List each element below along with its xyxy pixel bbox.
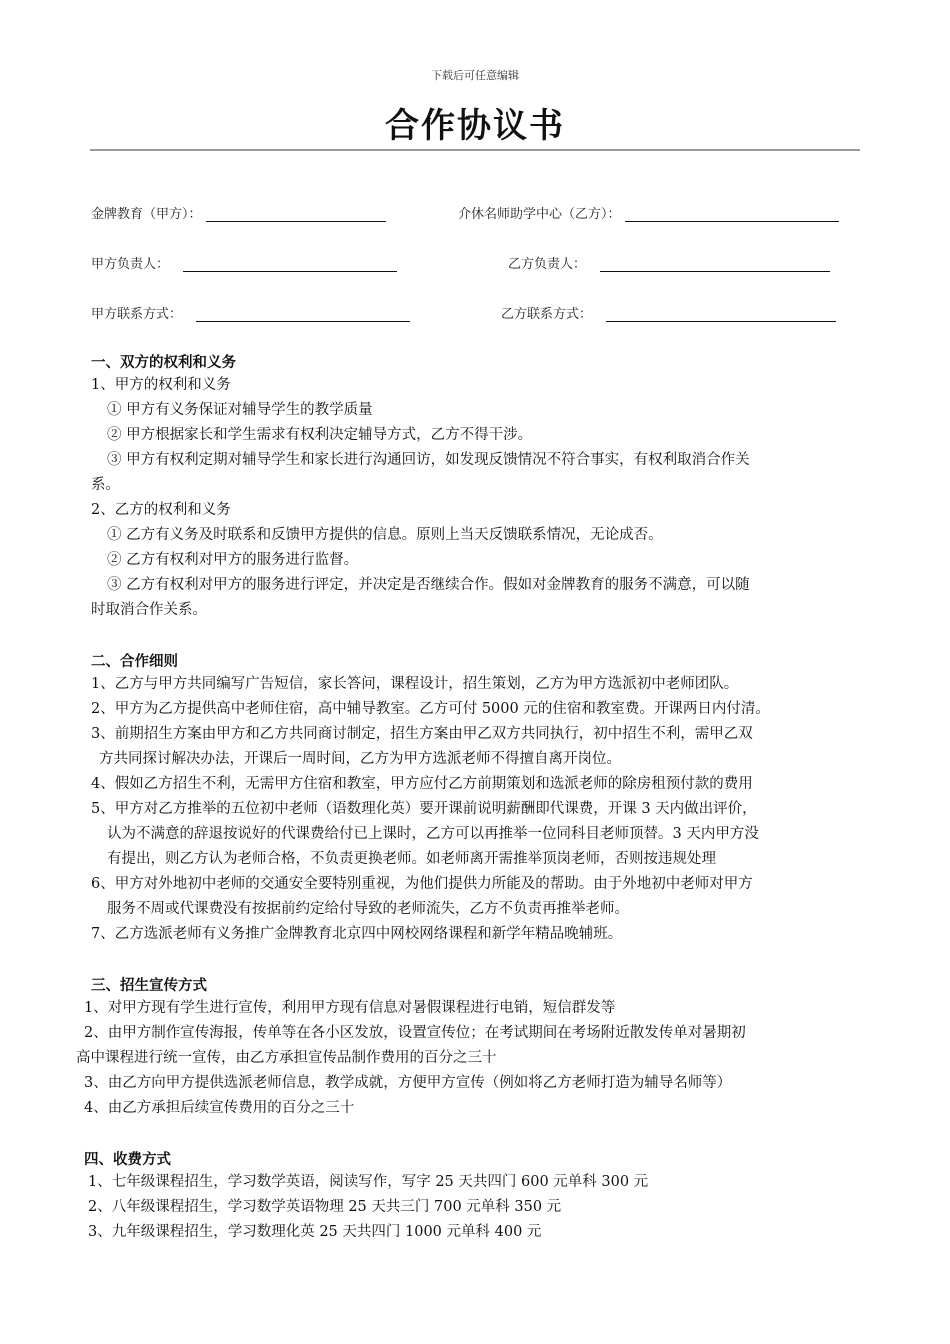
list-item: 6、甲方对外地初中老师的交通安全要特别重视，为他们提供力所能及的帮助。由于外地初中老师对甲方 xyxy=(91,876,753,892)
section-3-title: 三、招生宣传方式 xyxy=(91,977,207,994)
list-item: 2、由甲方制作宣传海报，传单等在各小区发放，设置宣传位；在考试期间在考场附近散发传单对暑期初 xyxy=(84,1025,746,1041)
list-item: 3、九年级课程招生，学习数理化英 25 天共四门 1000 元单科 400 元 xyxy=(88,1224,542,1240)
party-a-contact-label: 甲方联系方式： xyxy=(91,307,183,322)
list-item-continuation: 有提出，则乙方认为老师合格，不负责更换老师。如老师离开需推举顶岗老师，否则按违规处理 xyxy=(107,851,716,867)
section-1-subheading-b: 2、乙方的权利和义务 xyxy=(91,502,231,518)
party-a-name-label: 金牌教育（甲方）： xyxy=(91,207,202,222)
section-1-subheading-a: 1、甲方的权利和义务 xyxy=(91,377,231,393)
section-1-title: 一、双方的权利和义务 xyxy=(91,354,236,371)
list-item: ③ 甲方有权利定期对辅导学生和家长进行沟通回访，如发现反馈情况不符合事实，有权利取消合作关 xyxy=(107,452,750,468)
list-item: 4、由乙方承担后续宣传费用的百分之三十 xyxy=(84,1100,355,1116)
list-item: 3、前期招生方案由甲方和乙方共同商讨制定，招生方案由甲乙双方共同执行，初中招生不利，需甲乙双 xyxy=(91,726,753,742)
party-a-name-field xyxy=(91,203,386,222)
section-2-title: 二、合作细则 xyxy=(91,653,178,670)
list-item-continuation: 时取消合作关系。 xyxy=(91,602,207,618)
list-item: ② 乙方有权利对甲方的服务进行监督。 xyxy=(107,552,359,568)
list-item: 5、甲方对乙方推举的五位初中老师（语数理化英）要开课前说明薪酬即代课费，开课 3 天内做出评价， xyxy=(91,801,757,817)
party-b-lead-field xyxy=(508,253,830,272)
list-item-continuation: 方共同探讨解决办法，开课后一周时间，乙方为甲方选派老师不得擅自离开岗位。 xyxy=(99,751,621,767)
list-item: 1、七年级课程招生，学习数学英语，阅读写作，写字 25 天共四门 600 元单科 300 元 xyxy=(88,1174,649,1190)
party-b-name-blank xyxy=(625,207,839,222)
section-4-title: 四、收费方式 xyxy=(84,1151,171,1168)
list-item: 1、乙方与甲方共同编写广告短信，家长答问，课程设计，招生策划，乙方为甲方选派初中老师团队。 xyxy=(91,676,739,692)
party-b-contact-blank xyxy=(606,307,836,322)
list-item-continuation: 高中课程进行统一宣传，由乙方承担宣传品制作费用的百分之三十 xyxy=(76,1050,497,1066)
document-title: 合作协议书 xyxy=(385,106,565,146)
party-b-lead-blank xyxy=(600,257,830,272)
party-b-contact-field xyxy=(501,303,836,322)
party-a-lead-blank xyxy=(183,257,397,272)
header-note: 下载后可任意编辑 xyxy=(431,69,519,82)
party-a-contact-field xyxy=(91,303,410,322)
party-a-lead-label: 甲方负责人： xyxy=(91,257,170,272)
party-a-lead-field xyxy=(91,253,397,272)
title-divider xyxy=(90,149,860,151)
list-item: 2、甲方为乙方提供高中老师住宿，高中辅导教室。乙方可付 5000 元的住宿和教室费。开课两日内付清。 xyxy=(91,701,770,717)
party-b-name-field xyxy=(458,203,839,222)
list-item-continuation: 认为不满意的辞退按说好的代课费给付已上课时，乙方可以再推举一位同科目老师顶替。3 天内甲方没 xyxy=(107,826,759,842)
list-item: 1、对甲方现有学生进行宣传，利用甲方现有信息对暑假课程进行电销，短信群发等 xyxy=(84,1000,616,1016)
list-item: ① 甲方有义务保证对辅导学生的教学质量 xyxy=(107,402,373,418)
list-item: 3、由乙方向甲方提供选派老师信息，教学成就，方便甲方宣传（例如将乙方老师打造为辅导名师等） xyxy=(84,1075,732,1091)
list-item-continuation: 服务不周或代课费没有按据前约定给付导致的老师流失，乙方不负责再推举老师。 xyxy=(107,901,629,917)
list-item: 2、八年级课程招生，学习数学英语物理 25 天共三门 700 元单科 350 元 xyxy=(88,1199,562,1215)
list-item: 7、乙方选派老师有义务推广金牌教育北京四中网校网络课程和新学年精品晚辅班。 xyxy=(91,926,623,942)
list-item: ③ 乙方有权利对甲方的服务进行评定，并决定是否继续合作。假如对金牌教育的服务不满意，可以随 xyxy=(107,577,750,593)
list-item: 4、假如乙方招生不利，无需甲方住宿和教室，甲方应付乙方前期策划和选派老师的除房租预付款的费用 xyxy=(91,776,753,792)
list-item-continuation: 系。 xyxy=(91,477,120,493)
party-b-lead-label: 乙方负责人： xyxy=(508,257,587,272)
party-b-contact-label: 乙方联系方式： xyxy=(501,307,593,322)
list-item: ② 甲方根据家长和学生需求有权利决定辅导方式，乙方不得干涉。 xyxy=(107,427,533,443)
party-a-contact-blank xyxy=(196,307,410,322)
party-b-name-label: 介休名师助学中心（乙方）： xyxy=(458,207,621,222)
party-a-name-blank xyxy=(206,207,386,222)
list-item: ① 乙方有义务及时联系和反馈甲方提供的信息。原则上当天反馈联系情况，无论成否。 xyxy=(107,527,663,543)
